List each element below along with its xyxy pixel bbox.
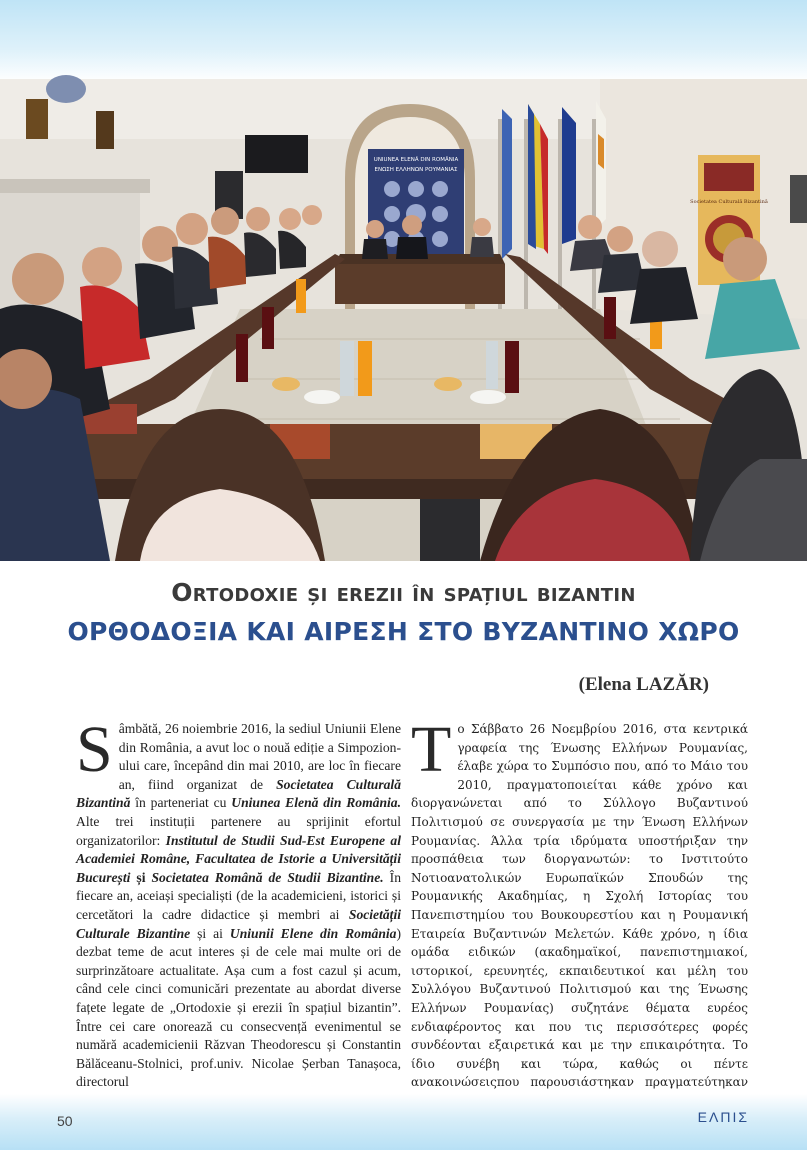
org-name: Uniunea Elenă din România.: [231, 795, 401, 811]
text-span: în parteneriat cu: [130, 795, 232, 811]
org-name: Institutul de Studii Sud-Est Europene al Academiei Române, Facultatea de Istorie a Universității București: [76, 832, 401, 885]
text-span: și: [130, 869, 152, 885]
text-span: În fiecare an, aceiași specialiști (de la academicieni, istorici și cercetători la cadre didactice și membri ai: [76, 869, 401, 922]
page-number: 50: [57, 1113, 73, 1129]
article-column-romanian: [76, 713, 402, 1095]
header-band: [0, 0, 807, 82]
dropcap: S: [76, 713, 113, 786]
event-photo: [0, 79, 807, 561]
footer-band: [0, 1094, 807, 1150]
title-romanian: Ortodoxie și erezii în spațiul bizantin: [171, 578, 636, 607]
text-span: ο Σάββατο 26 Νοεμβρίου 2016, στα κεντρικά γραφεία της Ένωσης Ελλήνων Ρουμανίας, έλαβε χώρα το Συμπόσιο που, από το Μάιο του 2010, πραγματοποιείται κάθε χρόνο και διοργανώνεται από το Σύλλογο Βυζαντινού Πολιτισμού σε συνεργασία με την Ένωση Ελλήνων Ρουμανίας. Άλλα τρία ιδρύματα υποστήριξαν την προσπάθεια των διοργανωτών: το Ινστιτούτο Νοτιοανατολικών Ευρωπαϊκών Σπουδών της Ρουμανικής Ακαδημίας, η Σχολή Ιστορίας του Πανεπιστημίου του Βουκουρεστίου και η Ρουμανική Εταιρεία Βυζαντινών Μελετών. Κάθε χρόνο, η ίδια ομάδα ειδικών (ακαδημαϊκοί, πανεπιστημιακοί, ιστορικοί, ερευνητές, εκπαιδευτικοί και μέλη του Συλλόγου Βυζαντινού Πολιτισμού και της Ένωσης Ελλήνων Ρουμανίας) συζητάνε θέματα ευρέος ενδιαφέροντος και που τις περισσότερες φορές συνδέονται εξαιρετικά και με την επικαιρότητα. Το ίδιο συνέβη και τώρα, καθώς οι πέντε ανακοινώσειςπου παρουσιάστηκαν πραγματεύτηκαν: [411, 722, 748, 1090]
journal-name: ΕΛΠΙΣ: [697, 1109, 749, 1125]
dropcap: Τ: [411, 713, 452, 786]
text-span: âmbătă, 26 noiembrie 2016, la sediul Uniunii Elene din România, a avut loc o nouă ediție a Simpozion-ului care, începând din mai 2010, are loc în fiecare an, fiind organizat de: [118, 721, 401, 792]
author-name: (Elena LAZĂR): [578, 674, 709, 695]
title-greek: ΟΡΘΟΔΟΞΙΑ ΚΑΙ ΑΙΡΕΣΗ ΣΤΟ ΒΥΖΑΝΤΙΝΟ ΧΩΡΟ: [67, 617, 740, 646]
banner-line2: ΕΝΩΣΗ ΕΛΛΗΝΩΝ ΡΟΥΜΑΝΙΑΣ: [374, 167, 458, 173]
poster-text: Societatea Culturală Bizantină: [690, 199, 768, 205]
org-name: Uniunii Elene din România: [229, 925, 397, 941]
text-span: ) dezbat teme de acut interes și de cele mai multe ori de surprinzătoare actualitate. Așa cum a fost cazul și acum, când cele cinci comunicări prezentate au abordat diverse fațete legate de „Ortodoxie și erezii în spațiul bizantin”. Între cei care onorează cu consecvență evenimentul se numără academicienii Răzvan Theodorescu și Constantin Bălăceanu-Stolnici, prof.univ. Nicolae Șerban Tanașoca, directorul: [76, 925, 402, 1090]
org-name: Societatea Română de Studii Bizantine.: [151, 869, 384, 885]
text-span: Alte trei instituții partenere au sprijinit efortul organizatorilor:: [76, 813, 401, 848]
text-span: și ai: [190, 925, 230, 941]
article-column-greek: [411, 713, 748, 1095]
org-name: Societății Culturale Bizantine: [76, 906, 401, 941]
banner-line1: UNIUNEA ELENĂ DIN ROMÂNIA: [373, 157, 459, 163]
org-name: Societatea Culturală Bizantină: [76, 776, 401, 811]
